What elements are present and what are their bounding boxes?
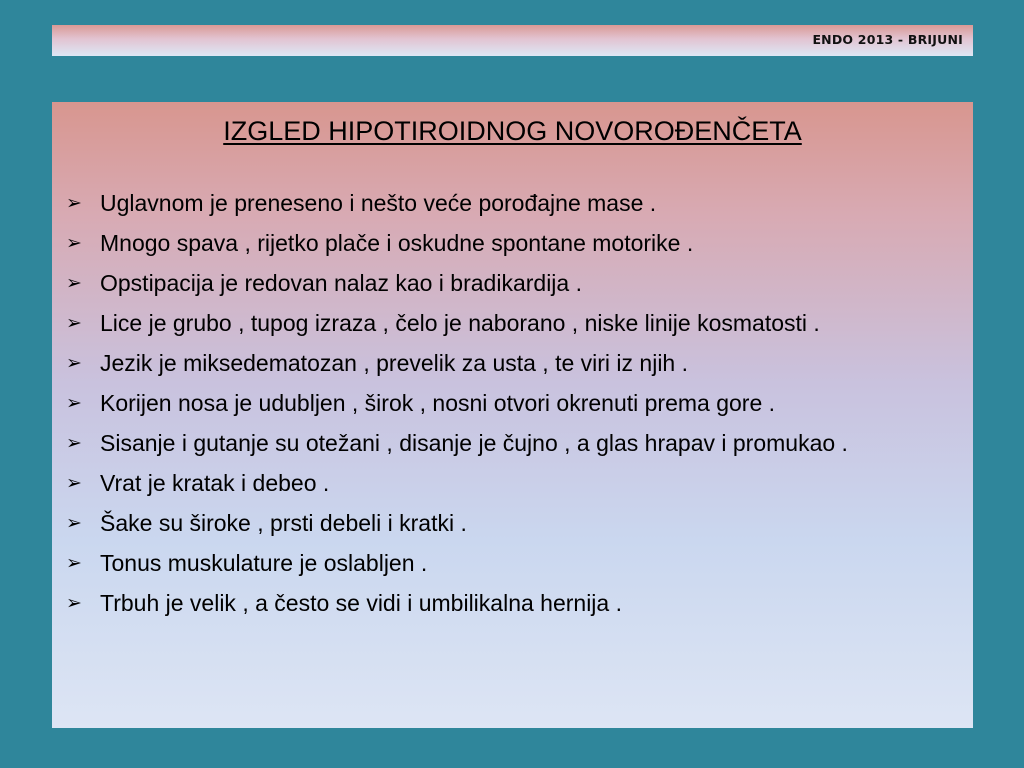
list-item (66, 388, 956, 419)
arrow-bullet-icon: ➢ (66, 352, 82, 374)
arrow-bullet-icon: ➢ (66, 392, 82, 414)
arrow-bullet-icon: ➢ (66, 312, 82, 334)
list-item-text: Uglavnom je preneseno i nešto veće porođajne mase . (100, 190, 657, 216)
bullet-list (66, 188, 956, 628)
arrow-bullet-icon: ➢ (66, 552, 82, 574)
arrow-bullet-icon: ➢ (66, 272, 82, 294)
list-item-text: Sisanje i gutanje su otežani , disanje je čujno , a glas hrapav i promukao . (100, 430, 848, 456)
list-item-text: Jezik je miksedematozan , prevelik za usta , te viri iz njih . (100, 350, 689, 376)
list-item-text: Trbuh je velik , a često se vidi i umbilikalna hernija . (100, 590, 622, 616)
list-item (66, 228, 956, 259)
list-item-text: Opstipacija je redovan nalaz kao i bradikardija . (100, 270, 582, 296)
list-item (66, 508, 956, 539)
list-item (66, 468, 956, 499)
arrow-bullet-icon: ➢ (66, 192, 82, 214)
list-item (66, 308, 956, 339)
arrow-bullet-icon: ➢ (66, 512, 82, 534)
arrow-bullet-icon: ➢ (66, 592, 82, 614)
header-label: ENDO 2013 - BRIJUNI (812, 32, 963, 47)
list-item (66, 348, 956, 379)
list-item (66, 428, 956, 459)
header-bar (52, 25, 973, 56)
arrow-bullet-icon: ➢ (66, 432, 82, 454)
list-item (66, 548, 956, 579)
content-box (52, 102, 973, 728)
list-item (66, 188, 956, 219)
list-item (66, 268, 956, 299)
list-item-text: Šake su široke , prsti debeli i kratki . (100, 510, 467, 536)
arrow-bullet-icon: ➢ (66, 472, 82, 494)
list-item (66, 588, 956, 619)
arrow-bullet-icon: ➢ (66, 232, 82, 254)
slide-title: IZGLED HIPOTIROIDNOG NOVOROĐENČETA (223, 116, 802, 146)
list-item-text: Mnogo spava , rijetko plače i oskudne spontane motorike . (100, 230, 694, 256)
list-item-text: Vrat je kratak i debeo . (100, 470, 330, 496)
list-item-text: Korijen nosa je udubljen , širok , nosni otvori okrenuti prema gore . (100, 390, 776, 416)
list-item-text: Tonus muskulature je oslabljen . (100, 550, 428, 576)
list-item-text: Lice je grubo , tupog izraza , čelo je naborano , niske linije kosmatosti . (100, 310, 820, 336)
